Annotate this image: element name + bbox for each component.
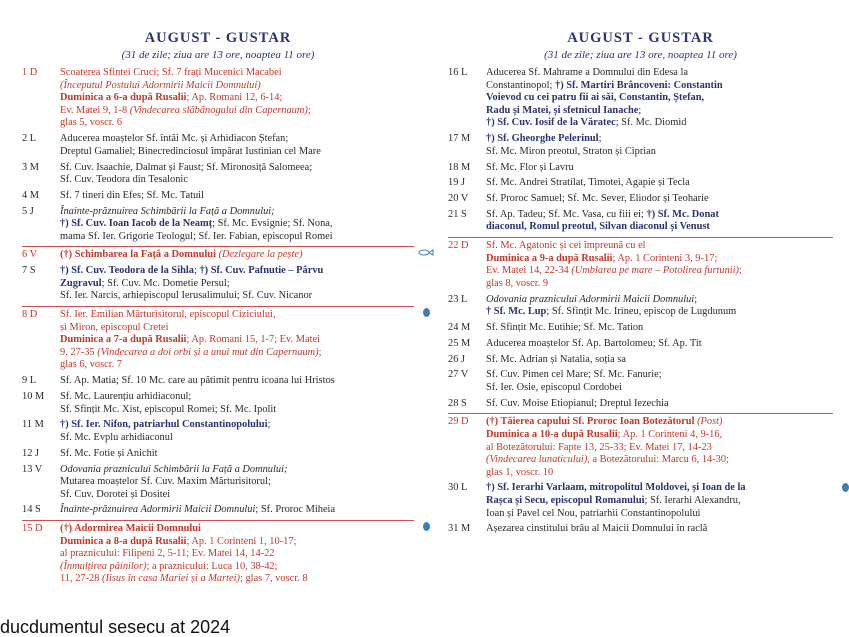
- calendar-entry: [22, 162, 414, 187]
- entry-line: [60, 432, 414, 445]
- month-title: AUGUST - GUSTAR: [567, 30, 714, 46]
- text-segment: (†) Tăierea capului Sf. Proroc Ioan Botezătorul: [486, 416, 698, 428]
- text-segment: (Dezlegare la pește): [218, 249, 303, 261]
- entry-date: 23 L: [448, 293, 468, 305]
- text-segment: 11, 27-28: [60, 573, 103, 585]
- entry-text: [486, 177, 833, 190]
- text-segment: (Vindecarea lunaticului): [486, 454, 588, 466]
- moon-icon: [423, 308, 430, 317]
- entry-text: [60, 67, 414, 130]
- entry-line: [60, 249, 414, 262]
- text-segment: †) Sf. Martiri Brâncoveni: Constantin: [555, 79, 723, 91]
- entry-line: [486, 454, 833, 467]
- entry-text: [486, 354, 833, 367]
- entry-line: [486, 442, 833, 455]
- entry-date: 18 M: [448, 161, 471, 173]
- entry-line: [486, 369, 833, 382]
- text-segment: Ioan și Pavel cel Nou, patriarhii Constantinopolului: [486, 507, 701, 519]
- entry-line: [486, 278, 833, 291]
- text-segment: Sf. Mc. Laurențiu arhidiaconul;: [60, 390, 192, 402]
- entry-text: [486, 398, 833, 411]
- entry-line: [486, 398, 833, 411]
- entry-line: [486, 306, 833, 319]
- entry-text: [486, 162, 833, 175]
- entry-line: [60, 359, 414, 372]
- entry-line: [60, 278, 414, 291]
- text-segment: †) Sf. Cuv. Iosif de la Văratec: [486, 117, 616, 129]
- text-segment: Sf. Mc. Flor și Lavru: [486, 161, 574, 173]
- right-column: [448, 30, 833, 536]
- entry-date: 24 M: [448, 322, 471, 333]
- text-segment: Aducerea moaștelor Sf. întâi Mc. și Arhidiacon Ștefan;: [60, 133, 289, 145]
- calendar-entry: [448, 67, 833, 130]
- entry-line: [60, 174, 414, 187]
- left-entries-list: [22, 67, 414, 586]
- text-segment: glas 8, voscr. 9: [486, 277, 549, 289]
- text-segment: Aducerea moaștelor Sf. Ap. Bartolomeu; Sf. Ap. Tit: [486, 337, 702, 349]
- entry-line: [60, 218, 414, 231]
- bottom-caption: ducdumentul sesecu at 2024: [0, 617, 231, 637]
- text-segment: ; Sf. Proroc Miheia: [255, 504, 336, 516]
- text-segment: (†) Schimbarea la Față a Domnului: [60, 249, 219, 261]
- calendar-entry: [448, 482, 833, 520]
- entry-line: [486, 253, 833, 266]
- entry-text: [60, 309, 414, 372]
- text-segment: Duminica a 6-a după Rusalii: [60, 92, 187, 104]
- entry-date: 2 L: [22, 133, 37, 145]
- text-segment: ;: [598, 133, 602, 145]
- entry-line: [60, 334, 414, 347]
- entry-line: [486, 338, 833, 351]
- entry-text: [60, 190, 414, 203]
- entry-text: [486, 67, 833, 130]
- calendar-entry: [22, 391, 414, 416]
- text-segment: Sf. Ier. Narcis, arhiepiscopul Ierusalimului; Sf. Cuv. Nicanor: [60, 290, 313, 302]
- entry-text: [60, 419, 414, 444]
- calendar-entry: [448, 398, 833, 411]
- entry-line: [486, 429, 833, 442]
- entry-text: [486, 193, 833, 206]
- text-segment: Ev. Matei 14, 22-34: [486, 265, 572, 277]
- month-subtitle: (31 de zile; ziua are 13 ore, noaptea 11 ore): [544, 49, 737, 61]
- text-segment: ; Ap. 1 Corinteni 1, 10-17;: [186, 535, 297, 547]
- entry-line: [486, 146, 833, 159]
- text-segment: Sf. Mc. Fotie și Anichit: [60, 447, 158, 459]
- entry-line: [486, 67, 833, 80]
- calendar-entry: [22, 448, 414, 461]
- entry-date: 26 J: [448, 353, 466, 365]
- entry-line: [60, 309, 414, 322]
- entry-date: 19 J: [448, 177, 466, 189]
- text-segment: Sf. Cuv. Teodora din Tesalonic: [60, 174, 188, 186]
- entry-text: [60, 162, 414, 187]
- entry-date: 28 S: [448, 397, 467, 409]
- entry-line: [60, 476, 414, 489]
- text-segment: Sf. Cuv. Pimen cel Mare; Sf. Mc. Fanurie;: [486, 369, 662, 381]
- entry-line: [60, 231, 414, 244]
- entry-text: [60, 375, 414, 388]
- calendar-entry: [22, 464, 414, 502]
- text-segment: ; Ap. Romani 15, 1-7; Ev. Matei: [186, 334, 320, 346]
- text-segment: glas 5, voscr. 6: [60, 117, 123, 129]
- text-segment: , a Botezătorului: Marcu 6, 14-30;: [587, 454, 729, 466]
- entry-line: [60, 92, 414, 105]
- entry-line: [60, 419, 414, 432]
- entry-date: 3 M: [22, 161, 40, 173]
- entry-line: [60, 404, 414, 417]
- entry-line: [60, 190, 414, 203]
- calendar-entry: [22, 246, 414, 262]
- text-segment: Dreptul Gamaliel; Binecredinciosul împărat Iustinian cel Mare: [60, 145, 321, 157]
- entry-date: 15 D: [22, 523, 43, 535]
- entry-line: [60, 105, 414, 118]
- entry-date: 17 M: [448, 133, 471, 145]
- text-segment: și Miron, episcopul Cretei: [60, 321, 169, 333]
- entry-line: [486, 209, 833, 222]
- entry-text: [486, 416, 833, 479]
- text-segment: † Sf. Mc. Lup: [486, 306, 547, 318]
- entry-date: 6 V: [22, 249, 38, 261]
- text-segment: (Umblarea pe mare – Potolirea furtunii): [571, 265, 739, 277]
- entry-text: [486, 482, 833, 520]
- entry-line: [486, 133, 833, 146]
- text-segment: †) Sf. Mc. Donat: [646, 208, 719, 220]
- text-segment: Radu și Matei, și sfetnicul Ianache: [486, 104, 639, 116]
- text-segment: ;: [638, 104, 642, 116]
- entry-text: [60, 504, 414, 517]
- entry-line: [60, 206, 414, 219]
- text-segment: Mutarea moaștelor Sf. Cuv. Maxim Mărturisitorul;: [60, 476, 271, 488]
- text-segment: ;: [267, 419, 271, 431]
- calendar-entry: [448, 294, 833, 319]
- text-segment: (†) Adormirea Maicii Domnului: [60, 523, 201, 535]
- text-segment: (Începutul Postului Adormirii Maicii Domnului): [60, 79, 261, 91]
- entry-date: 13 V: [22, 463, 43, 475]
- text-segment: Înainte-prăznuirea Schimbării la Față a Domnului;: [60, 205, 275, 217]
- entry-line: [486, 495, 833, 508]
- calendar-entry: [448, 209, 833, 234]
- calendar-entry: [448, 162, 833, 175]
- text-segment: Sf. Ier. Osie, episcopul Cordobei: [486, 381, 622, 393]
- text-segment: †) Sf. Cuv. Pafnutie – Pârvu: [199, 265, 324, 277]
- text-segment: (Iisus în casa Mariei și a Martei): [102, 573, 240, 585]
- entry-date: 29 D: [448, 416, 469, 428]
- text-segment: ;: [193, 265, 200, 277]
- text-segment: ; Ap. 1 Corinteni 4, 9-16,: [617, 428, 723, 440]
- text-segment: Sf. Mc. Agatonic și cei împreună cu el: [486, 240, 646, 252]
- entry-date: 31 M: [448, 523, 471, 535]
- calendar-entry: [22, 504, 414, 517]
- text-segment: Sf. Cuv. Dorotei și Dositei: [60, 488, 171, 500]
- text-segment: Sf. Mc. Miron preotul, Straton și Ciprian: [486, 145, 656, 157]
- entry-date: 4 M: [22, 189, 40, 201]
- text-segment: (Vindecarea a doi orbi și a unui mut din Capernaum): [97, 346, 319, 358]
- entry-date: 12 J: [22, 447, 40, 459]
- fish-icon: [418, 249, 434, 256]
- entry-line: [60, 117, 414, 130]
- text-segment: Rașca și Secu, episcopul Romanului: [486, 495, 645, 507]
- entry-date: 5 J: [22, 205, 34, 217]
- entry-text: [486, 322, 833, 335]
- entry-line: [60, 322, 414, 335]
- text-segment: Sf. Proroc Samuel; Sf. Mc. Sever, Eliodor și Teoharie: [486, 193, 709, 205]
- text-segment: ;: [739, 265, 742, 277]
- entry-date: 21 S: [448, 208, 467, 220]
- calendar-entry: [448, 133, 833, 158]
- text-segment: Sf. 7 tineri din Efes; Sf. Mc. Tatuil: [60, 189, 204, 201]
- calendar-entry: [22, 520, 414, 586]
- entry-date: 7 S: [22, 265, 36, 277]
- entry-line: [60, 162, 414, 175]
- entry-date: 30 L: [448, 482, 468, 494]
- text-segment: Sf. Ap. Matia; Sf. 10 Mc. care au pătimit pentru icoana lui Hristos: [60, 375, 335, 387]
- text-segment: ; Ap. Romani 12, 6-14;: [186, 92, 283, 104]
- month-title: AUGUST - GUSTAR: [144, 30, 292, 46]
- moon-icon: [423, 522, 430, 531]
- text-segment: 9, 27-35: [60, 346, 98, 358]
- text-segment: †) Sf. Cuv. Teodora de la Sihla: [60, 265, 194, 277]
- entry-line: [486, 240, 833, 253]
- entry-date: 14 S: [22, 504, 41, 516]
- entry-date: 20 V: [448, 193, 469, 205]
- calendar-entry: [448, 237, 833, 290]
- entry-line: [486, 523, 833, 536]
- entry-line: [486, 92, 833, 105]
- entry-text: [60, 249, 414, 262]
- entry-text: [486, 523, 833, 536]
- entry-line: [60, 561, 414, 574]
- entry-text: [486, 369, 833, 394]
- entry-line: [60, 347, 414, 360]
- text-segment: ;: [318, 346, 322, 358]
- entry-line: [60, 448, 414, 461]
- entry-line: [60, 133, 414, 146]
- text-segment: (Înmulțirea pâinilor): [60, 560, 147, 572]
- entry-date: 1 D: [22, 67, 38, 78]
- entry-line: [60, 523, 414, 536]
- text-segment: ; Sf. Ierarhi Alexandru,: [644, 495, 741, 507]
- text-segment: †) Sf. Gheorghe Pelerinul: [486, 133, 599, 145]
- entry-text: [486, 338, 833, 351]
- text-segment: al Botezătorului: Fapte 13, 25-33; Ev. Matei 17, 14-23: [486, 441, 712, 453]
- text-segment: Zugravul: [60, 277, 102, 289]
- text-segment: Constantinopol;: [486, 79, 555, 91]
- entry-line: [60, 573, 414, 586]
- entry-line: [60, 391, 414, 404]
- entry-line: [486, 416, 833, 429]
- entry-line: [486, 382, 833, 395]
- entry-text: [486, 133, 833, 158]
- text-segment: †) Sf. Ier. Nifon, patriarhul Constantinopolului: [60, 419, 268, 431]
- entry-text: [60, 206, 414, 244]
- entry-date: 10 M: [22, 390, 45, 402]
- entry-text: [60, 523, 414, 586]
- entry-text: [60, 464, 414, 502]
- calendar-entry: [22, 306, 414, 372]
- text-segment: Duminica a 10-a după Rusalii: [486, 428, 618, 440]
- entry-line: [486, 322, 833, 335]
- entry-line: [60, 504, 414, 517]
- text-segment: ; Sf. Mc. Evsignie; Sf. Nona,: [212, 218, 333, 230]
- text-segment: Sf. Mc. Adrian și Natalia, soția sa: [486, 353, 626, 365]
- text-segment: †) Sf. Ierarhi Varlaam, mitropolitul Moldovei, și Ioan de la: [486, 482, 746, 494]
- entry-date: 9 L: [22, 375, 37, 387]
- entry-date: 8 D: [22, 309, 38, 321]
- entry-date: 27 V: [448, 369, 469, 381]
- entry-line: [60, 80, 414, 93]
- calendar-entry: [22, 419, 414, 444]
- calendar-entry: [448, 338, 833, 351]
- text-segment: Sf. Sfințit Mc. Eutihie; Sf. Mc. Tation: [486, 322, 644, 333]
- calendar-entry: [448, 322, 833, 335]
- entry-text: [60, 448, 414, 461]
- text-segment: ; Ap. 1 Corinteni 3, 9-17;: [612, 252, 718, 264]
- calendar-entry: [448, 193, 833, 206]
- text-segment: Scoaterea Sfintei Cruci; Sf. 7 frați Mucenici Macabei: [60, 67, 282, 78]
- text-segment: ;: [307, 104, 311, 116]
- month-subtitle: (31 de zile; ziua are 13 ore, noaptea 11 ore): [121, 49, 315, 61]
- entry-line: [486, 467, 833, 480]
- calendar-entry: [448, 177, 833, 190]
- entry-text: [60, 265, 414, 303]
- text-segment: diaconul, Romul preotul, Silvan diaconul și Venust: [486, 221, 710, 233]
- calendar-entry: [448, 354, 833, 367]
- right-header: [448, 30, 833, 61]
- entry-line: [486, 354, 833, 367]
- text-segment: Duminica a 9-a după Rusalii: [486, 252, 613, 264]
- text-segment: Sf. Ap. Tadeu; Sf. Mc. Vasa, cu fiii ei;: [486, 208, 647, 220]
- entry-text: [486, 294, 833, 319]
- entry-date: 11 M: [22, 419, 44, 431]
- text-segment: al praznicului: Filipeni 2, 5-11; Ev. Matei 14, 14-22: [60, 548, 275, 560]
- entry-line: [60, 464, 414, 477]
- text-segment: Sf. Mc. Evplu arhidiaconul: [60, 431, 173, 443]
- entry-line: [60, 375, 414, 388]
- calendar-entry: [22, 133, 414, 158]
- text-segment: (Vindecarea slăbănogului din Capernaum): [129, 104, 308, 116]
- text-segment: Voievod cu cei patru fii ai săi, Constantin, Ștefan,: [486, 92, 705, 104]
- entry-line: [60, 536, 414, 549]
- entry-text: [486, 209, 833, 234]
- calendar-entry: [448, 369, 833, 394]
- left-header: [22, 30, 414, 61]
- entry-line: [486, 508, 833, 521]
- text-segment: ; Sf. Sfințit Mc. Irineu, episcop de Lugdunum: [546, 306, 737, 318]
- entry-line: [486, 162, 833, 175]
- entry-line: [60, 489, 414, 502]
- left-column: [22, 30, 414, 586]
- entry-text: [486, 240, 833, 290]
- text-segment: glas 1, voscr. 10: [486, 466, 554, 478]
- text-segment: glas 6, voscr. 7: [60, 359, 123, 371]
- calendar-entry: [448, 523, 833, 536]
- entry-line: [486, 221, 833, 234]
- text-segment: ;: [694, 293, 698, 305]
- text-segment: Ev. Matei 9, 1-8: [60, 104, 130, 116]
- text-segment: Duminica a 7-a după Rusalii: [60, 334, 187, 346]
- entry-line: [486, 177, 833, 190]
- entry-date: 16 L: [448, 67, 468, 78]
- entry-line: [486, 265, 833, 278]
- text-segment: ; glas 7, voscr. 8: [240, 573, 308, 585]
- calendar-entry: [22, 190, 414, 203]
- text-segment: Sf. Cuv. Isaachie, Dalmat și Faust; Sf. Mironosiță Salomeea;: [60, 161, 313, 173]
- entry-line: [60, 67, 414, 80]
- calendar-entry: [448, 413, 833, 479]
- text-segment: Sf. Ier. Emilian Mărturisitorul, episcopul Ciziciului,: [60, 309, 276, 321]
- entry-line: [60, 548, 414, 561]
- moon-icon: [842, 483, 849, 492]
- calendar-entry: [22, 375, 414, 388]
- text-segment: Așezarea cinstitului brâu al Maicii Domnului în raclă: [486, 523, 708, 535]
- text-segment: ; Sf. Mc. Diomid: [615, 117, 687, 129]
- entry-line: [486, 117, 833, 130]
- text-segment: Sf. Sfințit Mc. Xist, episcopul Romei; Sf. Mc. Ipolit: [60, 403, 277, 415]
- text-segment: Odovania praznicului Schimbării la Față a Domnului;: [60, 463, 288, 475]
- entry-line: [486, 482, 833, 495]
- text-segment: Sf. Cuv. Moise Etiopianul; Dreptul Iezechia: [486, 397, 669, 409]
- entry-line: [486, 80, 833, 93]
- text-segment: Aducerea Sf. Mahrame a Domnului din Edesa la: [486, 67, 688, 78]
- text-segment: Odovania praznicului Adormirii Maicii Domnului: [486, 293, 695, 305]
- right-entries-list: [448, 67, 833, 536]
- entry-text: [60, 391, 414, 416]
- calendar-entry: [22, 206, 414, 244]
- entry-line: [486, 193, 833, 206]
- calendar-entry: [22, 67, 414, 130]
- text-segment: ; a praznicului: Luca 10, 38-42;: [146, 560, 278, 572]
- text-segment: †) Sf. Cuv. Ioan Iacob de la Neamț: [60, 218, 213, 230]
- calendar-entry: [22, 265, 414, 303]
- entry-line: [60, 146, 414, 159]
- entry-date: 25 M: [448, 337, 471, 349]
- text-segment: mama Sf. Ier. Grigorie Teologul; Sf. Ier. Fabian, episcopul Romei: [60, 230, 333, 242]
- text-segment: (Post): [697, 416, 723, 428]
- text-segment: Sf. Mc. Andrei Stratilat, Timotei, Agapie și Tecla: [486, 177, 690, 189]
- entry-text: [60, 133, 414, 158]
- entry-line: [486, 105, 833, 118]
- entry-line: [60, 265, 414, 278]
- entry-date: 22 D: [448, 240, 469, 252]
- entry-line: [486, 294, 833, 307]
- text-segment: ; Sf. Cuv. Mc. Dometie Persul;: [101, 277, 230, 289]
- text-segment: Duminica a 8-a după Rusalii: [60, 535, 187, 547]
- entry-line: [60, 290, 414, 303]
- text-segment: Înainte-prăznuirea Adormirii Maicii Domnului: [60, 504, 256, 516]
